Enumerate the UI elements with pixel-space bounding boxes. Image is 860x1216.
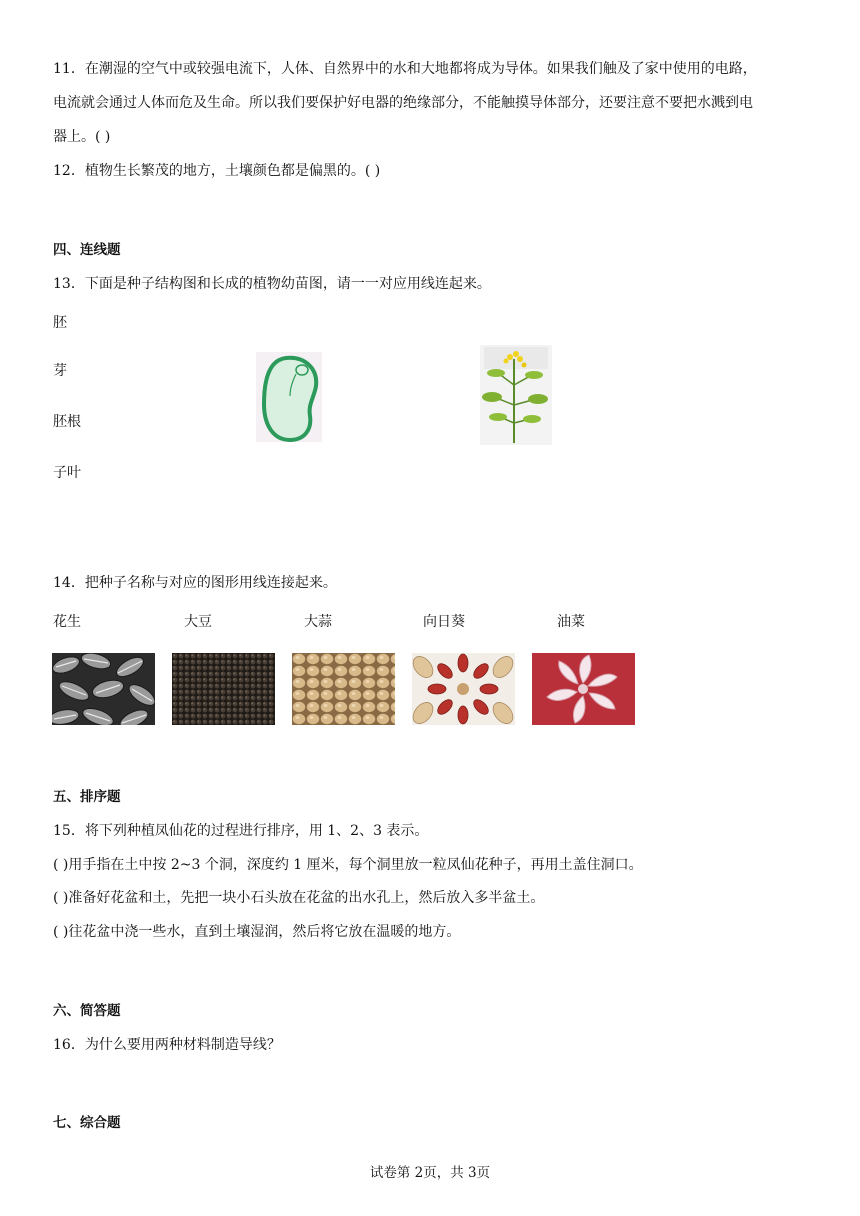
- seed-name-rapeseed: 油菜: [557, 614, 585, 630]
- seed-name-peanut: 花生: [53, 614, 81, 630]
- soybeans-image: [292, 653, 395, 725]
- q15-item-3: ( )往花盆中浇一些水，直到土壤湿润，然后将它放在温暖的地方。: [53, 924, 461, 940]
- q15-item-1: ( )用手指在土中按 2~3 个洞，深度约 1 厘米，每个洞里放一粒凤仙花种子，再用土盖住洞口。: [53, 857, 643, 873]
- section-7-title: 七、综合题: [53, 1115, 121, 1131]
- rapeseed-seeds-image: [172, 653, 275, 725]
- q13-label-bud: 芽: [53, 363, 67, 379]
- seedling-image: [480, 345, 552, 445]
- q13-text: 13．下面是种子结构图和长成的植物幼苗图，请一一对应用线连起来。: [53, 276, 491, 292]
- garlic-cloves-image: [532, 653, 635, 725]
- q14-text: 14．把种子名称与对应的图形用线连接起来。: [53, 575, 337, 591]
- section-5-title: 五、排序题: [53, 789, 121, 805]
- q13-label-cotyledon: 子叶: [53, 465, 81, 481]
- page-footer: 试卷第 2页，共 3页: [369, 1165, 491, 1181]
- q15-text: 15．将下列种植凤仙花的过程进行排序，用 1、2、3 表示。: [53, 823, 429, 839]
- q13-label-radicle: 胚根: [53, 414, 81, 430]
- q11-line-1: 11．在潮湿的空气中或较强电流下，人体、自然界中的水和大地都将成为导体。如果我们触及了家中使用的电路，: [53, 61, 757, 77]
- q13-label-embryo: 胚: [53, 315, 67, 331]
- section-6-title: 六、简答题: [53, 1003, 121, 1019]
- q15-item-2: ( )准备好花盆和土，先把一块小石头放在花盆的出水孔上，然后放入多半盆土。: [53, 890, 545, 906]
- seed-name-sunflower: 向日葵: [423, 614, 465, 630]
- sunflower-seeds-image: [52, 653, 155, 725]
- q11-line-2: 电流就会通过人体而危及生命。所以我们要保护好电器的绝缘部分，不能触摸导体部分，还要注意不要把水溅到电: [53, 95, 753, 111]
- q12-text: 12．植物生长繁茂的地方，土壤颜色都是偏黑的。( ): [53, 163, 381, 179]
- q11-line-3: 器上。( ): [53, 129, 111, 145]
- peanuts-image: [412, 653, 515, 725]
- q16-text: 16．为什么要用两种材料制造导线？: [53, 1037, 281, 1053]
- seed-name-garlic: 大蒜: [304, 614, 332, 630]
- section-4-title: 四、连线题: [53, 242, 121, 258]
- seed-name-soybean: 大豆: [184, 614, 212, 630]
- seed-structure-image: [256, 352, 322, 442]
